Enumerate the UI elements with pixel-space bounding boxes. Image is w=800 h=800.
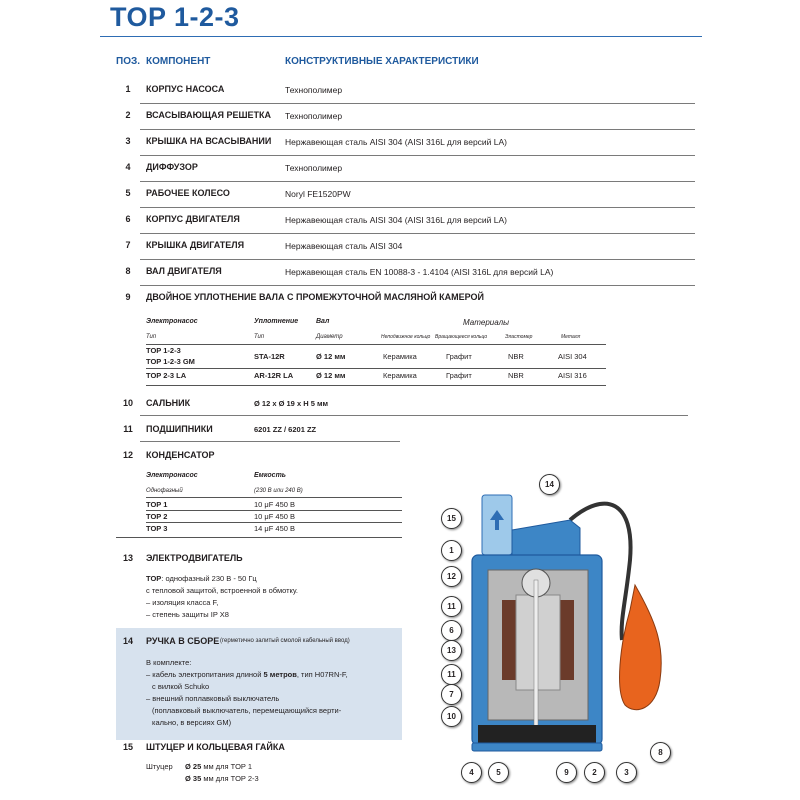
- motor-line-1: [146, 574, 257, 583]
- row-divider: [140, 233, 695, 234]
- row-divider: [140, 181, 695, 182]
- row-divider: [140, 415, 688, 416]
- callout-10: 10: [441, 706, 462, 727]
- cap-pump: TOP 3: [146, 524, 168, 533]
- component-name: КОНДЕНСАТОР: [146, 450, 215, 460]
- seal-fixed: Керамика: [383, 371, 417, 380]
- component-name: ПОДШИПНИКИ: [146, 424, 213, 434]
- motor-line-4: – степень защиты IP X8: [146, 610, 229, 619]
- handle-line-3: с вилкой Schuko: [152, 682, 210, 691]
- seal-diam: Ø 12 мм: [316, 352, 346, 361]
- row-divider: [140, 155, 695, 156]
- callout-5: 5: [488, 762, 509, 783]
- component-desc: Нержавеющая сталь AISI 304 (AISI 316L для версий LA): [285, 215, 508, 225]
- component-name: КРЫШКА ДВИГАТЕЛЯ: [146, 240, 245, 250]
- row-number: 12: [122, 450, 133, 460]
- row-number: 13: [122, 553, 133, 563]
- component-name: РУЧКА В СБОРЕ: [146, 636, 220, 646]
- row-divider: [140, 441, 400, 442]
- component-name: ВАЛ ДВИГАТЕЛЯ: [146, 266, 222, 276]
- handle-cable-length: 5 метров: [263, 670, 297, 679]
- component-desc: Ø 12 x Ø 19 x H 5 мм: [254, 399, 329, 408]
- component-name: ДВОЙНОЕ УПЛОТНЕНИЕ ВАЛА С ПРОМЕЖУТОЧНОЙ МАСЛЯНОЙ КАМЕРОЙ: [146, 292, 485, 302]
- cap-pump: TOP 2: [146, 512, 168, 521]
- component-name: ВСАСЫВАЮЩАЯ РЕШЕТКА: [146, 110, 272, 120]
- seal-h-seal: Уплотнение: [254, 318, 299, 325]
- cap-h-volt: (230 В или 240 В): [254, 488, 303, 494]
- seal-type: AR-12R LA: [254, 371, 294, 380]
- seal-pump: TOP 1-2-3: [146, 346, 181, 355]
- row-number: 14: [122, 636, 133, 646]
- cap-h-single: Однофазный: [146, 488, 183, 494]
- fitting-note: мм для TOP 1: [201, 762, 253, 771]
- motor-shaft: [534, 580, 538, 740]
- callout-11b: 11: [441, 664, 462, 685]
- seal-diam: Ø 12 мм: [316, 371, 346, 380]
- callout-7: 7: [441, 684, 462, 705]
- seal-h-type2: Тип: [254, 334, 265, 340]
- suction-grille: [472, 743, 602, 751]
- component-name: РАБОЧЕЕ КОЛЕСО: [146, 188, 230, 198]
- component-name: КОРПУС ДВИГАТЕЛЯ: [146, 214, 240, 224]
- callout-6: 6: [441, 620, 462, 641]
- row-number: 6: [125, 214, 131, 224]
- motor-spec: : однофазный 230 В - 50 Гц: [161, 574, 257, 583]
- row-divider: [140, 259, 695, 260]
- row-divider: [116, 537, 402, 538]
- component-name: ЭЛЕКТРОДВИГАТЕЛЬ: [146, 553, 243, 563]
- row-divider: [140, 207, 695, 208]
- header-pos: ПОЗ.: [116, 56, 141, 67]
- cap-h-pump: Электронасос: [146, 472, 198, 479]
- seal-h-pump: Электронасос: [146, 318, 198, 325]
- pump-cutaway-illustration: [430, 470, 690, 790]
- seal-pump: TOP 1-2-3 GM: [146, 357, 195, 366]
- callout-12: 12: [441, 566, 462, 587]
- row-divider: [140, 103, 695, 104]
- handle-cable-text: – кабель электропитания длиной: [146, 670, 264, 679]
- seal-h-materials: Материалы: [463, 318, 509, 327]
- header-characteristics: КОНСТРУКТИВНЫЕ ХАРАКТЕРИСТИКИ: [285, 56, 479, 67]
- row-number: 2: [125, 110, 131, 120]
- seal-row-rule: [146, 385, 606, 386]
- component-desc: Нержавеющая сталь AISI 304: [285, 241, 403, 251]
- fitting-diam: Ø 35: [185, 774, 202, 783]
- seal-h-metal: Металл: [561, 334, 581, 340]
- row-number: 10: [122, 398, 133, 408]
- motor-model: TOP: [146, 574, 162, 583]
- row-number: 11: [123, 424, 133, 434]
- row-number: 1: [125, 84, 131, 94]
- fitting-line-2: [185, 774, 259, 783]
- row-number: 5: [125, 188, 131, 198]
- seal-h-shaft: Вал: [316, 318, 330, 325]
- seal-h-rot: Вращающееся кольцо: [435, 334, 488, 340]
- component-name: ДИФФУЗОР: [146, 162, 198, 172]
- cap-value: 10 μF 450 В: [254, 500, 296, 509]
- component-desc: Noryl FE1520PW: [285, 189, 351, 199]
- seal-row-rule: [146, 368, 606, 369]
- seal-fixed: Керамика: [383, 352, 417, 361]
- seal-h-elast: Эластомер: [505, 334, 533, 340]
- fitting-label: Штуцер: [146, 762, 173, 771]
- callout-2: 2: [584, 762, 605, 783]
- component-desc: Нержавеющая сталь AISI 304 (AISI 316L для версий LA): [285, 137, 508, 147]
- row-divider: [140, 129, 695, 130]
- callout-1: 1: [441, 540, 462, 561]
- component-desc: Технополимер: [285, 163, 343, 173]
- component-desc: Нержавеющая сталь EN 10088-3 - 1.4104 (AISI 316L для версий LA): [285, 267, 554, 277]
- fitting-note: мм для TOP 2-3: [201, 774, 259, 783]
- seal-rot: Графит: [446, 371, 472, 380]
- callout-13: 13: [441, 640, 462, 661]
- handle-line-6: кально, в версиях GM): [152, 718, 232, 727]
- component-desc: Технополимер: [285, 85, 343, 95]
- handle-line-5: (поплавковый выключатель, перемещающийся верти-: [152, 706, 342, 715]
- callout-4: 4: [461, 762, 482, 783]
- seal-pump: TOP 2-3 LA: [146, 371, 187, 380]
- handle-line-2: [146, 670, 348, 679]
- cap-row-rule: [146, 510, 402, 511]
- seal-elast: NBR: [508, 352, 524, 361]
- row-number: 8: [125, 266, 131, 276]
- motor-line-3: – изоляция класса F,: [146, 598, 219, 607]
- component-desc: 6201 ZZ / 6201 ZZ: [254, 425, 317, 434]
- component-name: ШТУЦЕР И КОЛЬЦЕВАЯ ГАЙКА: [146, 742, 285, 752]
- seal-metal: AISI 316: [558, 371, 587, 380]
- handle-line-1: В комплекте:: [146, 658, 192, 667]
- seal-elast: NBR: [508, 371, 524, 380]
- component-desc: Технополимер: [285, 111, 343, 121]
- component-note: (герметично залитый смолой кабельный ввод): [220, 638, 350, 644]
- cap-row-rule: [146, 522, 402, 523]
- seal-h-type: Тип: [146, 334, 157, 340]
- cap-h-cap: Емкость: [254, 472, 286, 479]
- fitting-diam: Ø 25: [185, 762, 202, 771]
- seal-h-diam: Диаметр: [316, 334, 343, 340]
- row-divider: [140, 285, 695, 286]
- row-number: 3: [125, 136, 131, 146]
- row-number: 4: [125, 162, 131, 172]
- handle-cable-type: , тип H07RN-F,: [296, 670, 348, 679]
- seal-header-rule: [146, 344, 606, 345]
- cap-pump: TOP 1: [146, 500, 168, 509]
- seal-h-fixed: Неподвижное кольцо: [381, 334, 431, 340]
- cap-value: 14 μF 450 В: [254, 524, 296, 533]
- page-title: TOP 1-2-3: [110, 2, 240, 32]
- callout-3: 3: [616, 762, 637, 783]
- callout-15: 15: [441, 508, 462, 529]
- component-name: САЛЬНИК: [146, 398, 191, 408]
- fitting-line-1: [185, 762, 252, 771]
- cap-header-rule: [146, 497, 402, 498]
- handle-line-4: – внешний поплавковый выключатель: [146, 694, 280, 703]
- motor-line-2: с тепловой защитой, встроенной в обмотку.: [146, 586, 298, 595]
- seal-metal: AISI 304: [558, 352, 587, 361]
- impeller-chamber: [478, 725, 596, 743]
- row-number: 15: [122, 742, 133, 752]
- callout-9: 9: [556, 762, 577, 783]
- cap-value: 10 μF 450 В: [254, 512, 296, 521]
- seal-type: STA-12R: [254, 352, 285, 361]
- header-component: КОМПОНЕНТ: [146, 56, 211, 67]
- callout-8: 8: [650, 742, 671, 763]
- title-divider: [100, 36, 702, 37]
- callout-14: 14: [539, 474, 560, 495]
- callout-11: 11: [441, 596, 462, 617]
- seal-rot: Графит: [446, 352, 472, 361]
- row-number: 9: [125, 292, 131, 302]
- component-name: КРЫШКА НА ВСАСЫВАНИИ: [146, 136, 272, 146]
- row-number: 7: [125, 240, 131, 250]
- component-name: КОРПУС НАСОСА: [146, 84, 225, 94]
